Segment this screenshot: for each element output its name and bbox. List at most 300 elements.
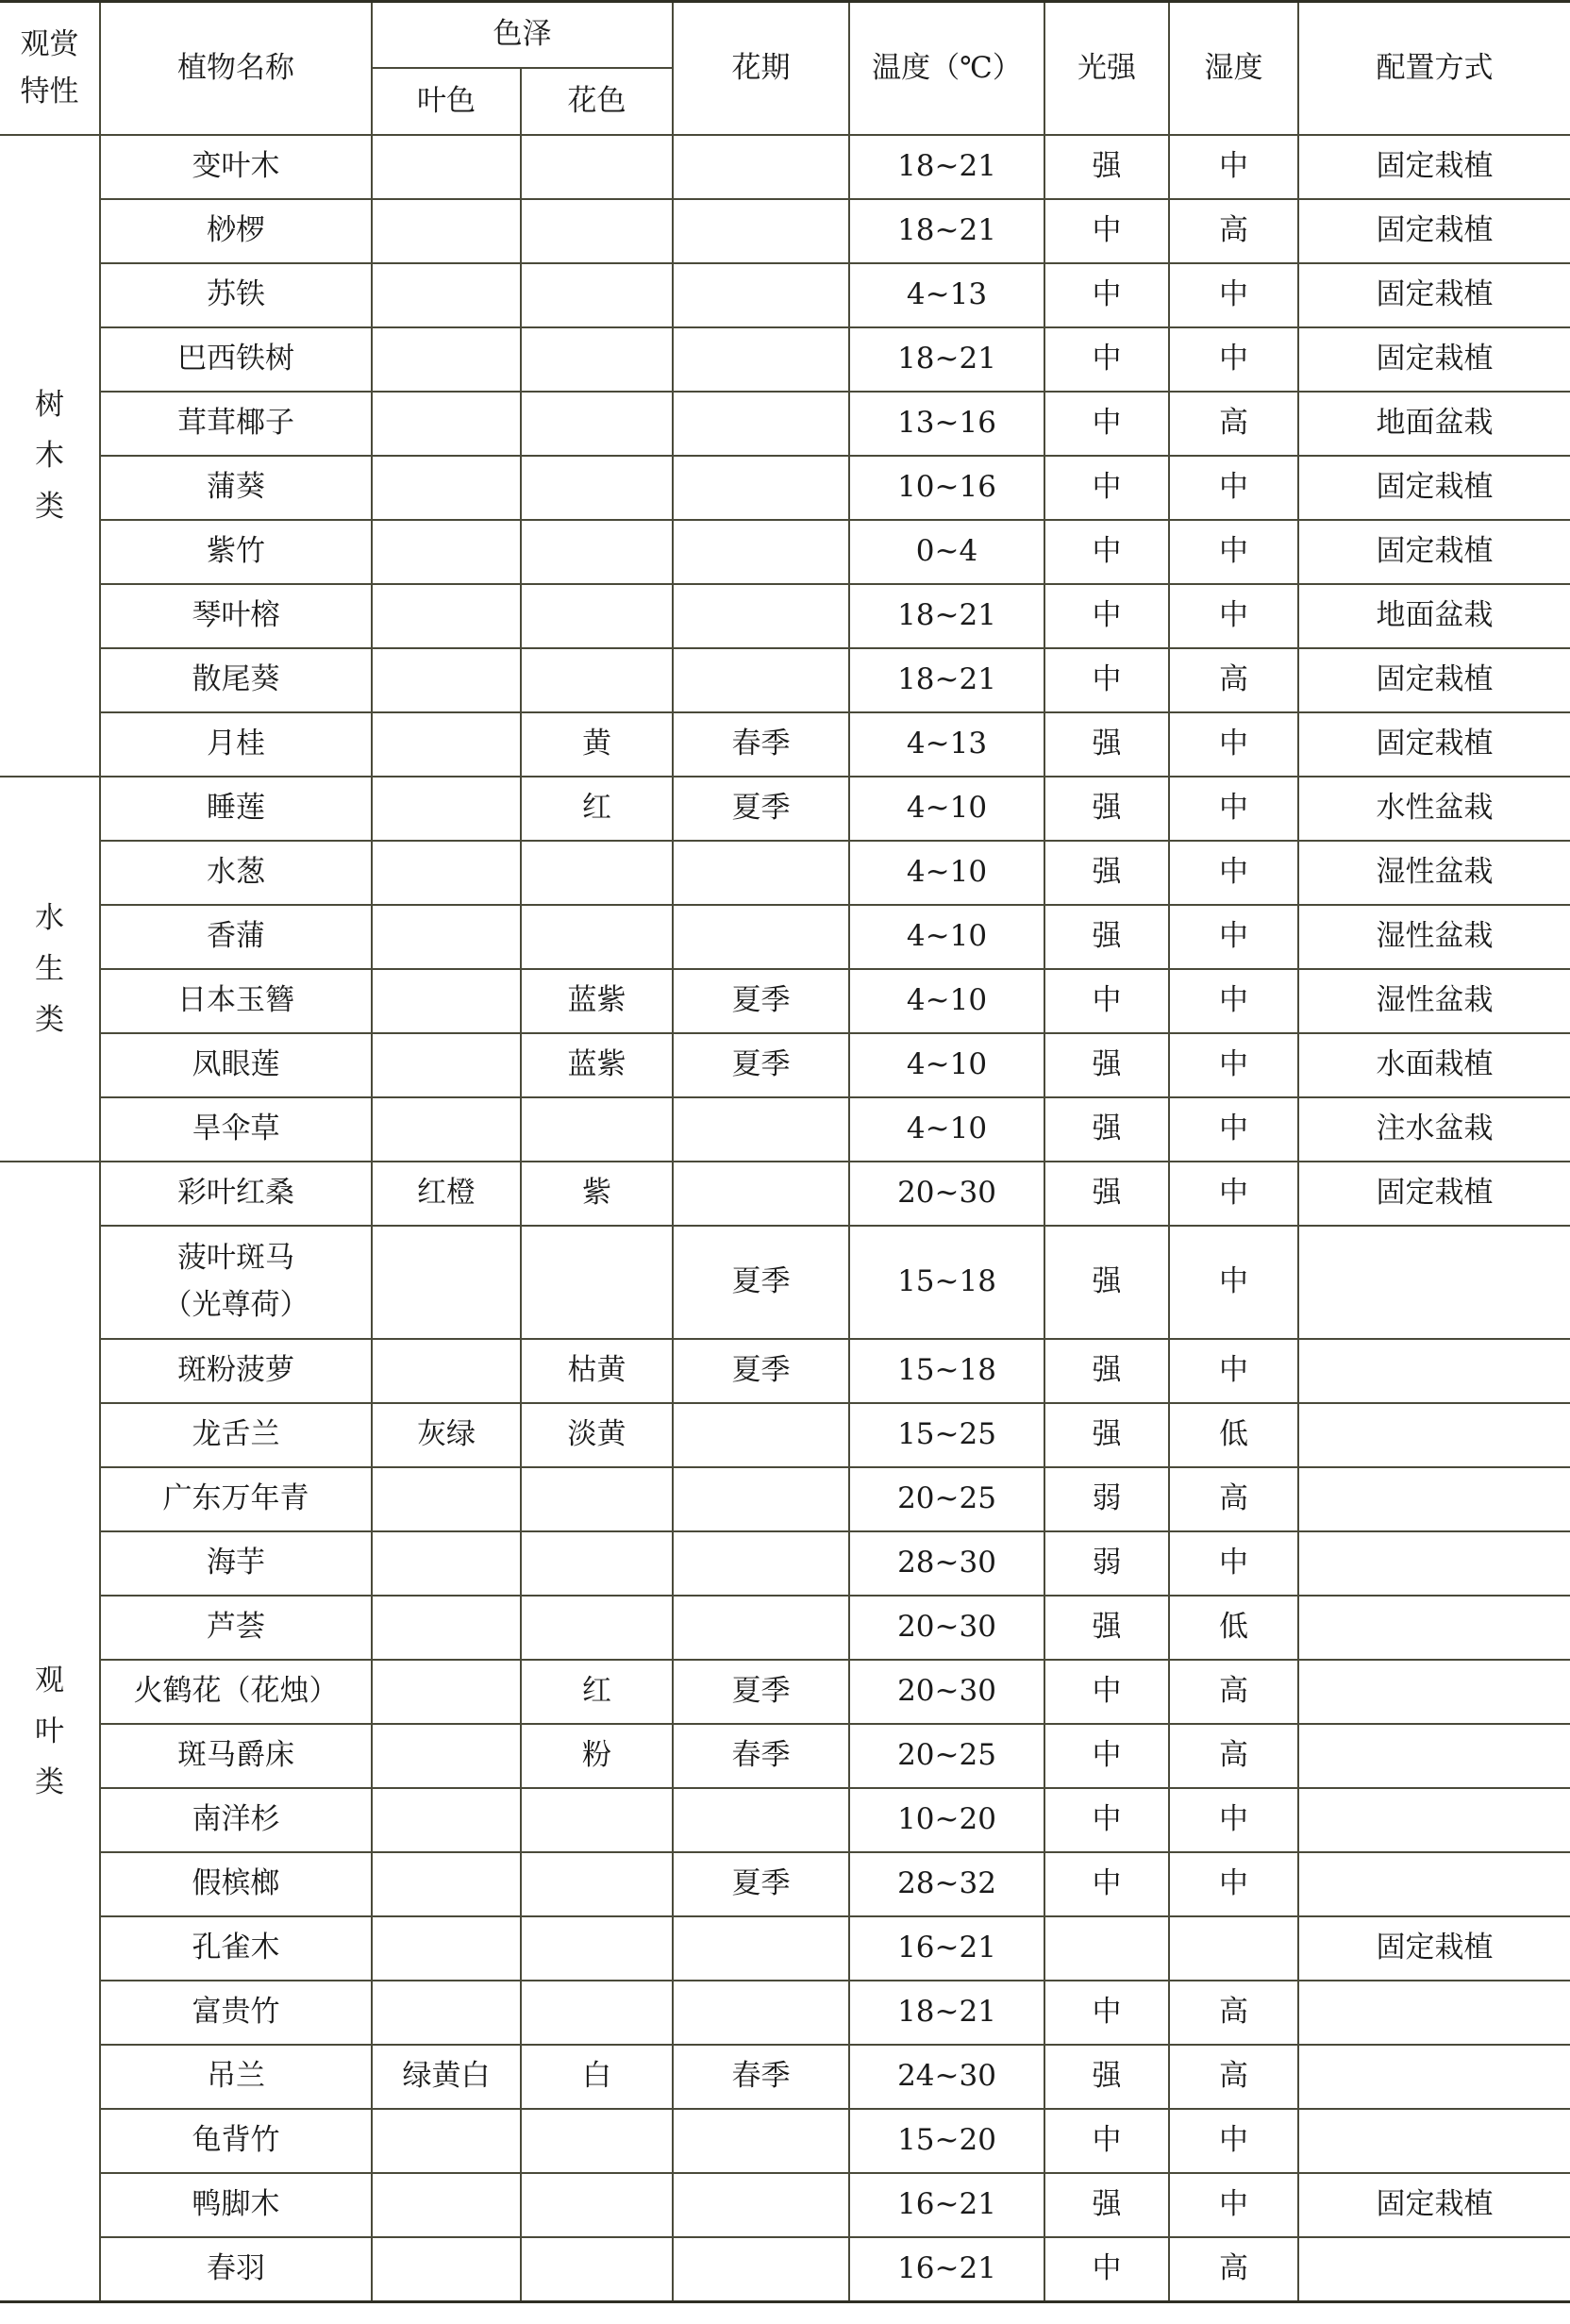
temperature-cell: 18~21 — [849, 135, 1044, 199]
bloom-period-cell — [673, 1981, 849, 2045]
table-row — [0, 1724, 1570, 1788]
table-row — [0, 2045, 1570, 2109]
table-row — [0, 841, 1570, 905]
light-cell: 中 — [1044, 392, 1169, 456]
table-row — [0, 520, 1570, 584]
arrangement-cell: 湿性盆栽 — [1298, 841, 1570, 905]
temperature-cell: 24~30 — [849, 2045, 1044, 2109]
humidity-cell: 高 — [1169, 2045, 1298, 2109]
bloom-period-cell — [673, 1162, 849, 1226]
table-row — [0, 1403, 1570, 1467]
plant-name-cell — [100, 392, 372, 456]
temperature-cell: 16~21 — [849, 2237, 1044, 2302]
table-row — [0, 1226, 1570, 1339]
leaf-color-cell — [372, 1916, 521, 1981]
arrangement-cell: 固定栽植 — [1298, 327, 1570, 392]
leaf-color-cell — [372, 2237, 521, 2302]
plant-name-cell — [100, 135, 372, 199]
humidity-cell: 中 — [1169, 327, 1298, 392]
plant-name-cell — [100, 777, 372, 841]
light-cell: 中 — [1044, 520, 1169, 584]
table-body — [0, 135, 1570, 2302]
leaf-color-cell — [372, 648, 521, 712]
bloom-period-cell: 夏季 — [673, 1339, 849, 1403]
temperature-cell: 4~13 — [849, 712, 1044, 777]
table-row — [0, 2237, 1570, 2302]
arrangement-cell — [1298, 1226, 1570, 1339]
plant-name-cell — [100, 1097, 372, 1162]
humidity-cell: 中 — [1169, 263, 1298, 327]
plant-name-cell — [100, 1162, 372, 1226]
bloom-period-cell: 夏季 — [673, 1660, 849, 1724]
temperature-cell: 4~10 — [849, 841, 1044, 905]
flower-color-cell — [521, 1467, 673, 1531]
light-cell: 中 — [1044, 969, 1169, 1033]
arrangement-cell: 固定栽植 — [1298, 199, 1570, 263]
plant-name-text: 春羽 — [207, 2251, 265, 2286]
plant-name-text: 苏铁 — [207, 277, 265, 312]
light-cell: 弱 — [1044, 1467, 1169, 1531]
arrangement-cell: 湿性盆栽 — [1298, 969, 1570, 1033]
light-cell: 强 — [1044, 1339, 1169, 1403]
plant-name-text: 菠叶斑马 — [177, 1241, 294, 1276]
leaf-color-cell — [372, 1788, 521, 1852]
arrangement-cell — [1298, 1531, 1570, 1596]
plant-name-cell — [100, 1531, 372, 1596]
temperature-cell: 18~21 — [849, 648, 1044, 712]
bloom-period-cell — [673, 135, 849, 199]
temperature-cell: 18~21 — [849, 584, 1044, 648]
arrangement-cell: 水性盆栽 — [1298, 777, 1570, 841]
plant-name-text: 日本玉簪 — [177, 983, 294, 1018]
plant-name-cell — [100, 1660, 372, 1724]
table-row — [0, 1852, 1570, 1916]
leaf-color-cell — [372, 2173, 521, 2237]
category-char: 观 — [35, 1663, 64, 1697]
plant-name-cell — [100, 2109, 372, 2173]
humidity-cell: 中 — [1169, 520, 1298, 584]
plant-name-text: 散尾葵 — [192, 662, 280, 697]
light-cell: 中 — [1044, 1660, 1169, 1724]
arrangement-cell: 固定栽植 — [1298, 648, 1570, 712]
light-cell: 强 — [1044, 905, 1169, 969]
category-char: 类 — [35, 1765, 64, 1800]
flower-color-cell — [521, 905, 673, 969]
light-cell: 中 — [1044, 2109, 1169, 2173]
bloom-period-cell: 夏季 — [673, 1033, 849, 1097]
arrangement-cell — [1298, 1724, 1570, 1788]
light-cell: 中 — [1044, 1788, 1169, 1852]
light-cell: 强 — [1044, 135, 1169, 199]
table-row — [0, 1981, 1570, 2045]
humidity-cell: 中 — [1169, 584, 1298, 648]
plant-name-cell — [100, 263, 372, 327]
category-char: 类 — [35, 490, 64, 525]
header-category: 观赏 特性 — [0, 2, 100, 136]
light-cell: 强 — [1044, 777, 1169, 841]
flower-color-cell — [521, 392, 673, 456]
temperature-cell: 20~30 — [849, 1596, 1044, 1660]
light-cell: 强 — [1044, 1596, 1169, 1660]
light-cell: 中 — [1044, 263, 1169, 327]
plant-name-cell — [100, 1033, 372, 1097]
table-row — [0, 1033, 1570, 1097]
flower-color-cell: 枯黄 — [521, 1339, 673, 1403]
plant-name-text: 富贵竹 — [192, 1995, 280, 2030]
table-row — [0, 584, 1570, 648]
leaf-color-cell — [372, 1660, 521, 1724]
table-row — [0, 1916, 1570, 1981]
plant-name-text: 斑粉菠萝 — [177, 1353, 294, 1388]
bloom-period-cell — [673, 392, 849, 456]
table-row — [0, 2173, 1570, 2237]
light-cell: 中 — [1044, 584, 1169, 648]
flower-color-cell — [521, 1226, 673, 1339]
plant-name-text: 茸茸椰子 — [177, 406, 294, 441]
flower-color-cell — [521, 1531, 673, 1596]
bloom-period-cell — [673, 841, 849, 905]
light-cell: 强 — [1044, 1403, 1169, 1467]
bloom-period-cell: 夏季 — [673, 1852, 849, 1916]
flower-color-cell — [521, 1916, 673, 1981]
light-cell: 中 — [1044, 456, 1169, 520]
flower-color-cell — [521, 1097, 673, 1162]
arrangement-cell: 地面盆栽 — [1298, 392, 1570, 456]
plant-name-text: 睡莲 — [207, 791, 265, 826]
arrangement-cell — [1298, 1403, 1570, 1467]
arrangement-cell: 水面栽植 — [1298, 1033, 1570, 1097]
light-cell: 强 — [1044, 2045, 1169, 2109]
category-cell — [0, 1162, 100, 2302]
arrangement-cell — [1298, 2237, 1570, 2302]
temperature-cell: 20~25 — [849, 1467, 1044, 1531]
humidity-cell: 中 — [1169, 905, 1298, 969]
table-row — [0, 1788, 1570, 1852]
humidity-cell: 高 — [1169, 199, 1298, 263]
bloom-period-cell — [673, 520, 849, 584]
temperature-cell: 15~25 — [849, 1403, 1044, 1467]
plant-name-text: 南洋杉 — [192, 1802, 280, 1837]
bloom-period-cell — [673, 1788, 849, 1852]
flower-color-cell: 红 — [521, 777, 673, 841]
humidity-cell: 中 — [1169, 777, 1298, 841]
plant-name-cell — [100, 2173, 372, 2237]
temperature-cell: 15~20 — [849, 2109, 1044, 2173]
leaf-color-cell — [372, 1226, 521, 1339]
bloom-period-cell — [673, 327, 849, 392]
flower-color-cell — [521, 841, 673, 905]
humidity-cell: 中 — [1169, 1162, 1298, 1226]
arrangement-cell: 固定栽植 — [1298, 263, 1570, 327]
header-bloom-period: 花期 — [673, 2, 849, 136]
bloom-period-cell — [673, 1403, 849, 1467]
plant-name-cell — [100, 1339, 372, 1403]
plant-name-text: 斑马爵床 — [177, 1738, 294, 1773]
humidity-cell: 中 — [1169, 1097, 1298, 1162]
temperature-cell: 10~20 — [849, 1788, 1044, 1852]
light-cell: 中 — [1044, 199, 1169, 263]
plant-name-text: 鸭脚木 — [192, 2187, 280, 2222]
temperature-cell: 4~10 — [849, 1097, 1044, 1162]
light-cell: 中 — [1044, 1981, 1169, 2045]
flower-color-cell: 白 — [521, 2045, 673, 2109]
table-row — [0, 392, 1570, 456]
bloom-period-cell — [673, 905, 849, 969]
leaf-color-cell — [372, 1531, 521, 1596]
arrangement-cell — [1298, 1467, 1570, 1531]
flower-color-cell: 紫 — [521, 1162, 673, 1226]
temperature-cell: 16~21 — [849, 1916, 1044, 1981]
temperature-cell: 18~21 — [849, 327, 1044, 392]
plant-name-text: 桫椤 — [207, 213, 265, 248]
bloom-period-cell — [673, 2237, 849, 2302]
plant-name-cell — [100, 1467, 372, 1531]
arrangement-cell: 固定栽植 — [1298, 1162, 1570, 1226]
flower-color-cell — [521, 2237, 673, 2302]
temperature-cell: 28~30 — [849, 1531, 1044, 1596]
leaf-color-cell — [372, 584, 521, 648]
table-row — [0, 135, 1570, 199]
category-cell — [0, 135, 100, 777]
bloom-period-cell — [673, 1467, 849, 1531]
flower-color-cell — [521, 1788, 673, 1852]
plant-name-text: （光尊荷） — [162, 1288, 309, 1322]
plant-name-cell — [100, 456, 372, 520]
light-cell: 中 — [1044, 648, 1169, 712]
light-cell: 强 — [1044, 712, 1169, 777]
leaf-color-cell: 绿黄白 — [372, 2045, 521, 2109]
plant-name-text: 水葱 — [207, 855, 265, 890]
light-cell: 强 — [1044, 1033, 1169, 1097]
plant-name-cell — [100, 584, 372, 648]
humidity-cell: 高 — [1169, 2237, 1298, 2302]
flower-color-cell: 淡黄 — [521, 1403, 673, 1467]
plant-name-cell — [100, 905, 372, 969]
category-char: 类 — [35, 1003, 64, 1038]
plant-name-cell — [100, 648, 372, 712]
table-row — [0, 905, 1570, 969]
temperature-cell: 15~18 — [849, 1339, 1044, 1403]
arrangement-cell: 固定栽植 — [1298, 456, 1570, 520]
plant-name-text: 龙舌兰 — [192, 1417, 280, 1452]
light-cell: 强 — [1044, 1226, 1169, 1339]
arrangement-cell: 固定栽植 — [1298, 712, 1570, 777]
flower-color-cell — [521, 1852, 673, 1916]
table-row — [0, 263, 1570, 327]
humidity-cell: 中 — [1169, 456, 1298, 520]
table-row — [0, 327, 1570, 392]
plant-name-cell — [100, 2045, 372, 2109]
bloom-period-cell — [673, 263, 849, 327]
plant-name-text: 芦荟 — [207, 1610, 265, 1645]
plant-name-cell — [100, 520, 372, 584]
plant-name-text: 广东万年青 — [162, 1481, 309, 1516]
arrangement-cell — [1298, 1596, 1570, 1660]
humidity-cell: 高 — [1169, 648, 1298, 712]
temperature-cell: 18~21 — [849, 199, 1044, 263]
humidity-cell: 高 — [1169, 1981, 1298, 2045]
header-humidity: 湿度 — [1169, 2, 1298, 136]
light-cell: 中 — [1044, 2237, 1169, 2302]
header-row — [0, 2, 1570, 69]
plant-name-text: 巴西铁树 — [177, 342, 294, 376]
temperature-cell: 20~30 — [849, 1162, 1044, 1226]
humidity-cell: 中 — [1169, 969, 1298, 1033]
plant-name-text: 香蒲 — [207, 919, 265, 954]
header-light: 光强 — [1044, 2, 1169, 136]
arrangement-cell: 固定栽植 — [1298, 520, 1570, 584]
bloom-period-cell — [673, 1916, 849, 1981]
humidity-cell: 中 — [1169, 1339, 1298, 1403]
plant-name-cell — [100, 1916, 372, 1981]
plant-name-cell — [100, 1788, 372, 1852]
arrangement-cell — [1298, 1660, 1570, 1724]
temperature-cell: 15~18 — [849, 1226, 1044, 1339]
header-leaf-color: 叶色 — [372, 68, 521, 135]
leaf-color-cell — [372, 327, 521, 392]
flower-color-cell — [521, 327, 673, 392]
flower-color-cell — [521, 584, 673, 648]
plant-name-text: 火鹤花（花烛） — [133, 1674, 339, 1709]
arrangement-cell: 注水盆栽 — [1298, 1097, 1570, 1162]
temperature-cell: 0~4 — [849, 520, 1044, 584]
bloom-period-cell: 春季 — [673, 712, 849, 777]
flower-color-cell: 红 — [521, 1660, 673, 1724]
leaf-color-cell — [372, 1981, 521, 2045]
arrangement-cell — [1298, 1981, 1570, 2045]
category-char: 叶 — [35, 1714, 64, 1748]
plant-name-text: 凤眼莲 — [192, 1047, 280, 1082]
flower-color-cell — [521, 648, 673, 712]
leaf-color-cell — [372, 2109, 521, 2173]
humidity-cell: 中 — [1169, 1226, 1298, 1339]
light-cell: 强 — [1044, 1097, 1169, 1162]
plant-name-text: 月桂 — [207, 727, 265, 761]
light-cell: 中 — [1044, 1852, 1169, 1916]
plant-name-cell — [100, 327, 372, 392]
plant-name-cell — [100, 969, 372, 1033]
arrangement-cell: 地面盆栽 — [1298, 584, 1570, 648]
light-cell: 中 — [1044, 1724, 1169, 1788]
bloom-period-cell — [673, 1596, 849, 1660]
temperature-cell: 20~25 — [849, 1724, 1044, 1788]
humidity-cell — [1169, 1916, 1298, 1981]
bloom-period-cell — [673, 1531, 849, 1596]
flower-color-cell — [521, 1981, 673, 2045]
temperature-cell: 16~21 — [849, 2173, 1044, 2237]
temperature-cell: 28~32 — [849, 1852, 1044, 1916]
flower-color-cell: 蓝紫 — [521, 1033, 673, 1097]
leaf-color-cell — [372, 135, 521, 199]
flower-color-cell — [521, 2109, 673, 2173]
humidity-cell: 中 — [1169, 1852, 1298, 1916]
category-char: 生 — [35, 951, 64, 986]
leaf-color-cell — [372, 263, 521, 327]
flower-color-cell — [521, 263, 673, 327]
leaf-color-cell — [372, 905, 521, 969]
header-color-group: 色泽 — [372, 2, 673, 69]
table-row — [0, 1339, 1570, 1403]
table-row — [0, 1162, 1570, 1226]
plant-name-cell — [100, 199, 372, 263]
humidity-cell: 中 — [1169, 135, 1298, 199]
humidity-cell: 中 — [1169, 841, 1298, 905]
leaf-color-cell — [372, 1596, 521, 1660]
humidity-cell: 低 — [1169, 1403, 1298, 1467]
plant-name-cell — [100, 841, 372, 905]
temperature-cell: 4~10 — [849, 969, 1044, 1033]
leaf-color-cell — [372, 199, 521, 263]
plant-name-cell — [100, 2237, 372, 2302]
plant-name-text: 孔雀木 — [192, 1931, 280, 1965]
plant-name-cell — [100, 1226, 372, 1339]
table-row — [0, 1467, 1570, 1531]
bloom-period-cell — [673, 1097, 849, 1162]
table-row — [0, 456, 1570, 520]
bloom-period-cell: 夏季 — [673, 1226, 849, 1339]
plant-name-text: 旱伞草 — [192, 1112, 280, 1146]
table-row — [0, 2109, 1570, 2173]
table-row — [0, 1660, 1570, 1724]
temperature-cell: 4~10 — [849, 1033, 1044, 1097]
header-temperature: 温度（℃） — [849, 2, 1044, 136]
humidity-cell: 中 — [1169, 2173, 1298, 2237]
leaf-color-cell — [372, 777, 521, 841]
bloom-period-cell — [673, 648, 849, 712]
leaf-color-cell — [372, 520, 521, 584]
leaf-color-cell — [372, 841, 521, 905]
humidity-cell: 中 — [1169, 1531, 1298, 1596]
humidity-cell: 高 — [1169, 1467, 1298, 1531]
humidity-cell: 高 — [1169, 1660, 1298, 1724]
arrangement-cell — [1298, 2109, 1570, 2173]
temperature-cell: 4~13 — [849, 263, 1044, 327]
leaf-color-cell — [372, 456, 521, 520]
bloom-period-cell — [673, 584, 849, 648]
bloom-period-cell — [673, 2173, 849, 2237]
light-cell: 强 — [1044, 841, 1169, 905]
table-row — [0, 199, 1570, 263]
arrangement-cell — [1298, 1339, 1570, 1403]
table-row — [0, 969, 1570, 1033]
category-char: 树 — [35, 387, 64, 422]
plant-name-text: 紫竹 — [207, 534, 265, 569]
plant-name-cell — [100, 1852, 372, 1916]
light-cell — [1044, 1916, 1169, 1981]
leaf-color-cell — [372, 1033, 521, 1097]
plant-name-text: 海芋 — [207, 1546, 265, 1580]
arrangement-cell: 固定栽植 — [1298, 1916, 1570, 1981]
humidity-cell: 高 — [1169, 1724, 1298, 1788]
temperature-cell: 20~30 — [849, 1660, 1044, 1724]
leaf-color-cell: 灰绿 — [372, 1403, 521, 1467]
plant-name-cell — [100, 1981, 372, 2045]
category-char: 水 — [35, 900, 64, 935]
table-row — [0, 1531, 1570, 1596]
header-flower-color: 花色 — [521, 68, 673, 135]
table-row — [0, 1596, 1570, 1660]
plant-name-cell — [100, 1596, 372, 1660]
leaf-color-cell — [372, 1852, 521, 1916]
temperature-cell: 4~10 — [849, 905, 1044, 969]
flower-color-cell — [521, 199, 673, 263]
arrangement-cell: 固定栽植 — [1298, 135, 1570, 199]
temperature-cell: 4~10 — [849, 777, 1044, 841]
humidity-cell: 高 — [1169, 392, 1298, 456]
plant-name-cell — [100, 1403, 372, 1467]
leaf-color-cell — [372, 1339, 521, 1403]
table-row — [0, 712, 1570, 777]
